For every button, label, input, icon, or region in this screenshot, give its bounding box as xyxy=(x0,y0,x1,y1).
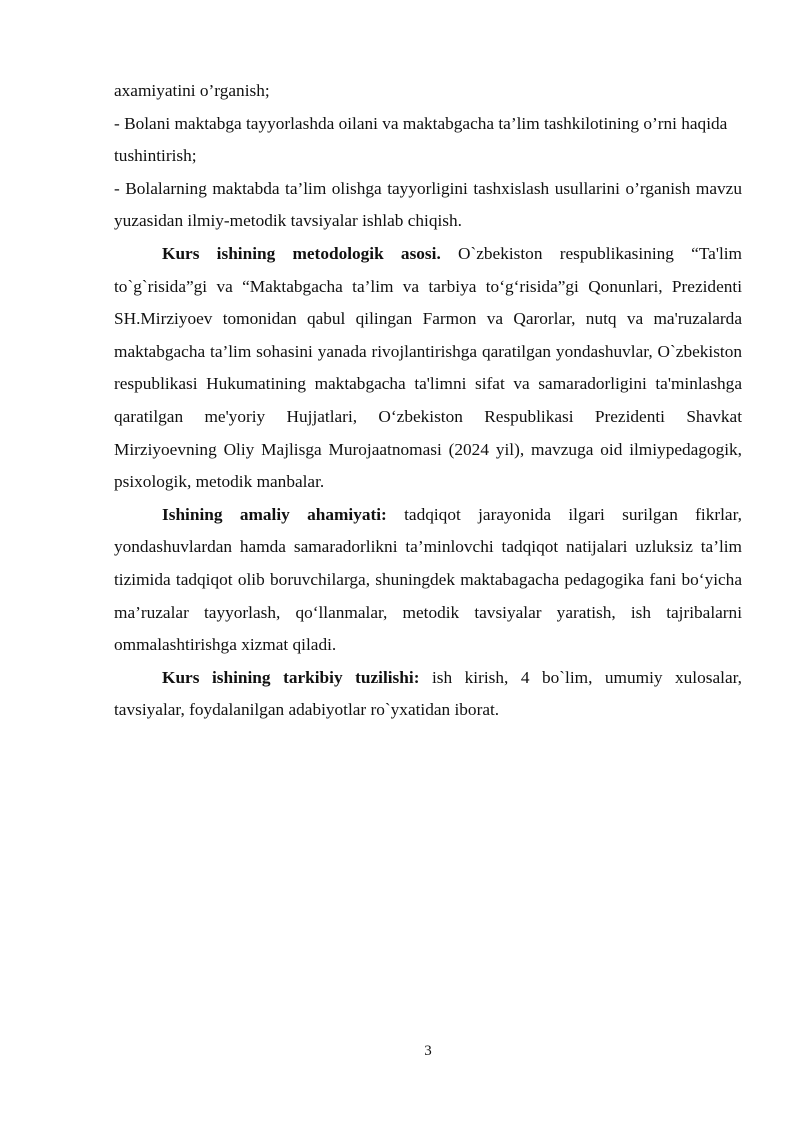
paragraph-heading: Kurs ishining tarkibiy tuzilishi: xyxy=(162,667,420,687)
page-body xyxy=(114,75,742,727)
paragraph-text: - Bolani maktabga tayyorlashda oilani va maktabgacha ta’lim tashkilotining o’rni haqida tushintirish; xyxy=(114,113,728,166)
paragraph-structure xyxy=(114,662,742,727)
paragraph-text: O`zbekiston respublikasining “Ta'lim to`g`risida”gi va “Maktabgacha ta’lim va tarbiya to‘g‘risida”gi Qonunlari, Prezidenti SH.Mirziyoev tomonidan qabul qilingan Farmon va Qarorlar, nutq va ma'ruzalarda maktabgacha ta’lim sohasini yanada rivojlantirishga qaratilgan yondashuvlar, O`zbekiston respublikasi Hukumatining maktabgacha ta'limni sifat va samaradorligini ta'minlashga qaratilgan me'yoriy Hujjatlari, O‘zbekiston Respublikasi Prezidenti Shavkat Mirziyoevning Oliy Majlisga Murojaatnomasi (2024 yil), mavzuga oid ilmiypedagogik, psixologik, metodik manbalar. xyxy=(114,243,742,492)
paragraph-heading: Kurs ishining metodologik asosi. xyxy=(162,243,441,263)
paragraph-heading: Ishining amaliy ahamiyati: xyxy=(162,504,387,524)
paragraph-text: ish kirish, 4 bo`lim, umumiy xulosalar, tavsiyalar, foydalanilgan adabiyotlar ro`yxatidan iborat. xyxy=(114,667,742,720)
paragraph-objective-diagnostics xyxy=(114,173,742,238)
paragraph-methodology xyxy=(114,238,742,499)
paragraph-text: tadqiqot jarayonida ilgari surilgan fikrlar, yondashuvlardan hamda samaradorlikni ta’minlovchi tadqiqot natijalari uzluksiz ta’lim tizimida tadqiqot olib boruvchilarga, shuningdek maktabagacha pedagogika fani bo‘yicha ma’ruzalar tayyorlash, qo‘llanmalar, metodik tavsiyalar yaratish, ish tajribalarni ommalashtirishga xizmat qiladi. xyxy=(114,504,742,655)
paragraph-practical-significance xyxy=(114,499,742,662)
paragraph-text: - Bolalarning maktabda ta’lim olishga tayyorligini tashxislash usullarini o’rganish mavzu yuzasidan ilmiy-metodik tavsiyalar ishlab chiqish. xyxy=(114,178,742,231)
paragraph-objective-family-role xyxy=(114,108,742,173)
page-number: 3 xyxy=(424,1043,432,1059)
paragraph-text: axamiyatini o’rganish; xyxy=(114,81,270,100)
paragraph-objective-continuation xyxy=(114,75,742,108)
